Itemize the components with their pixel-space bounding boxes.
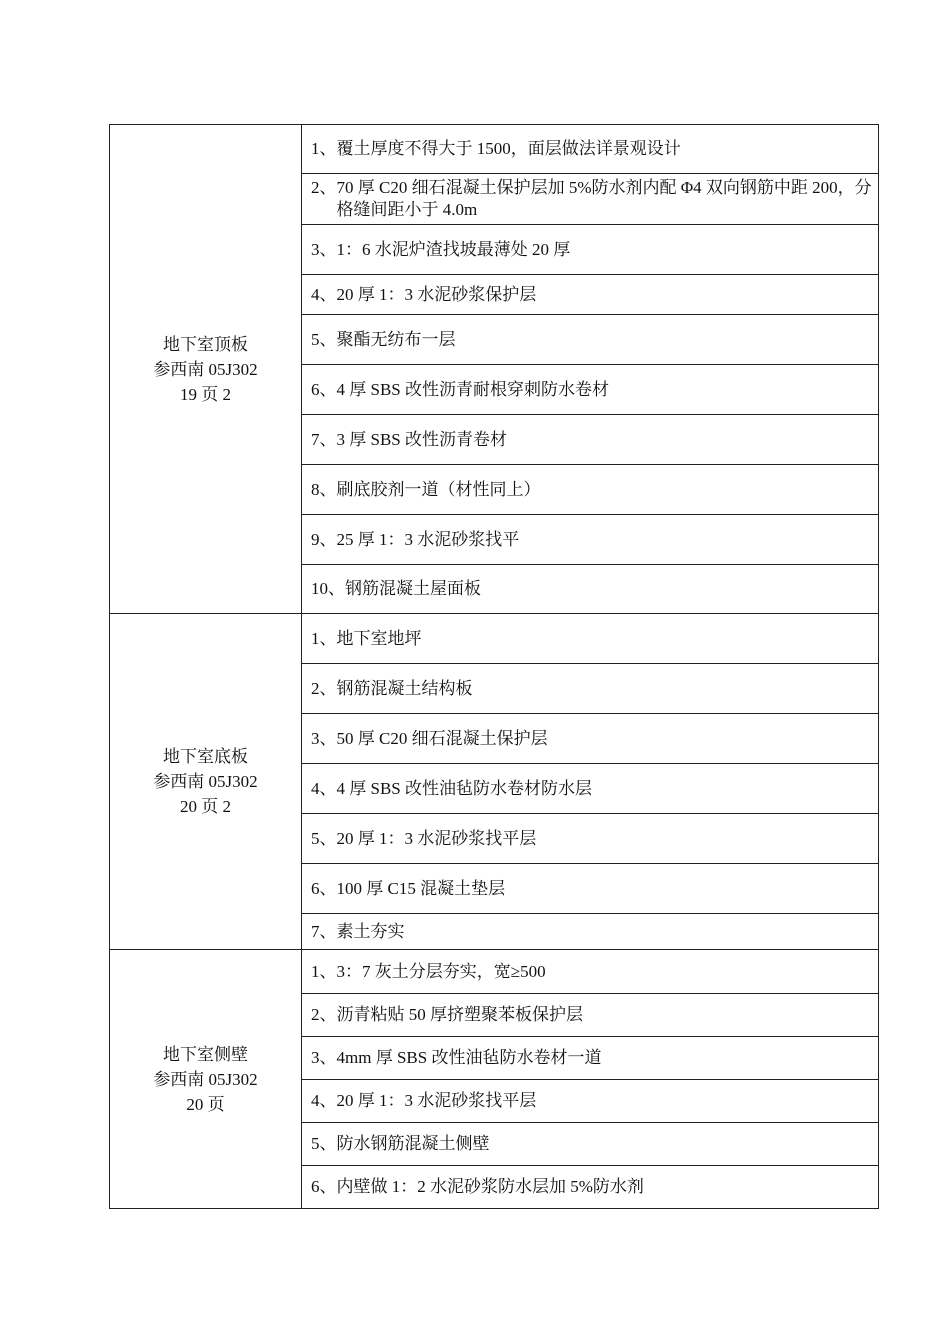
spec-item: [302, 764, 879, 814]
spec-item: [302, 664, 879, 714]
spec-item: [302, 1037, 879, 1080]
spec-item-text: 5、聚酯无纺布一层: [311, 329, 456, 349]
section-title-line: 参西南 05J302: [153, 772, 258, 791]
spec-item: [302, 1080, 879, 1123]
section-title-bottom-slab: [110, 614, 302, 950]
spec-item: [302, 565, 879, 614]
spec-item-text: 3、4mm 厚 SBS 改性油毡防水卷材一道: [311, 1048, 602, 1067]
section-title-line: 参西南 05J302: [153, 359, 258, 379]
spec-item: [302, 814, 879, 864]
spec-item: [302, 315, 879, 365]
spec-item-text: 6、100 厚 C15 混凝土垫层: [311, 878, 506, 898]
spec-item: [302, 994, 879, 1037]
spec-item: [302, 614, 879, 664]
spec-item: [302, 275, 879, 315]
spec-item-text: 4、20 厚 1：3 水泥砂浆找平层: [311, 1091, 537, 1110]
table-row: [110, 125, 879, 174]
spec-item: [302, 465, 879, 515]
spec-item-text: 1、地下室地坪: [311, 628, 422, 648]
spec-item-text: 8、刷底胶剂一道（材性同上）: [311, 479, 541, 499]
spec-item-text: 6、4 厚 SBS 改性沥青耐根穿刺防水卷材: [311, 379, 609, 399]
spec-item: [302, 864, 879, 914]
section-title-side-wall: [110, 950, 302, 1209]
construction-spec-table: [109, 124, 879, 1209]
spec-item-text: 10、钢筋混凝土屋面板: [311, 579, 481, 598]
spec-item: [302, 415, 879, 465]
spec-item-text: 5、防水钢筋混凝土侧壁: [311, 1134, 490, 1153]
section-title-line: 参西南 05J302: [153, 1069, 258, 1089]
spec-item: [302, 1166, 879, 1209]
section-title-line: 20 页 2: [180, 797, 231, 816]
spec-item: [302, 515, 879, 565]
spec-item: [302, 950, 879, 994]
spec-item-text: 1、覆土厚度不得大于 1500，面层做法详景观设计: [311, 139, 681, 158]
spec-item: [302, 174, 879, 225]
spec-item-text: 2、70 厚 C20 细石混凝土保护层加 5%防水剂内配 Φ4 双向钢筋中距 200，分格缝间距小于 4.0m: [311, 178, 872, 219]
spec-item: [302, 714, 879, 764]
spec-item-text: 4、20 厚 1：3 水泥砂浆保护层: [311, 284, 537, 304]
spec-item-text: 7、素土夯实: [311, 921, 405, 941]
spec-item-text: 3、1：6 水泥炉渣找坡最薄处 20 厚: [311, 239, 571, 259]
spec-item-text: 2、沥青粘贴 50 厚挤塑聚苯板保护层: [311, 1005, 583, 1024]
spec-item-text: 7、3 厚 SBS 改性沥青卷材: [311, 429, 507, 449]
section-title-line: 地下室侧壁: [163, 1044, 248, 1064]
section-title-roof-slab: [110, 125, 302, 614]
section-title-line: 地下室底板: [163, 747, 248, 766]
spec-item-text: 9、25 厚 1：3 水泥砂浆找平: [311, 529, 520, 549]
spec-item: [302, 914, 879, 950]
table-row: [110, 614, 879, 664]
section-title-line: 20 页: [186, 1094, 225, 1114]
spec-item: [302, 365, 879, 415]
spec-item-text: 2、钢筋混凝土结构板: [311, 678, 473, 698]
spec-item-text: 6、内壁做 1：2 水泥砂浆防水层加 5%防水剂: [311, 1177, 644, 1196]
spec-item-text: 5、20 厚 1：3 水泥砂浆找平层: [311, 828, 537, 848]
section-title-line: 19 页 2: [180, 384, 231, 404]
spec-item-text: 3、50 厚 C20 细石混凝土保护层: [311, 728, 548, 748]
table-row: [110, 950, 879, 994]
spec-table-body: [110, 125, 879, 1209]
spec-item: [302, 125, 879, 174]
spec-item-text: 4、4 厚 SBS 改性油毡防水卷材防水层: [311, 778, 592, 798]
spec-item-text: 1、3：7 灰土分层夯实，宽≥500: [311, 961, 546, 981]
section-title-line: 地下室顶板: [163, 334, 248, 354]
spec-item: [302, 1123, 879, 1166]
spec-item: [302, 225, 879, 275]
